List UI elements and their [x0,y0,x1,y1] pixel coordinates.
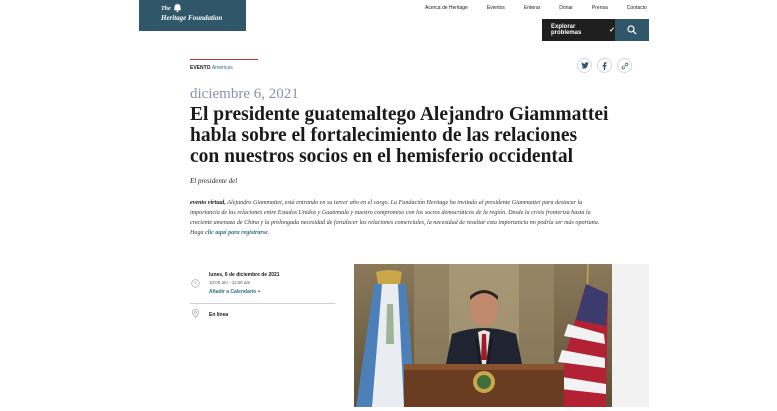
check-icon: ✓ [609,27,615,34]
twitter-icon [581,62,589,69]
share-facebook-button[interactable] [597,58,612,73]
add-to-calendar-link[interactable]: Añadir a Calendario + [209,289,261,295]
nav-contact[interactable]: Contacto [626,5,647,11]
event-time: 10:00 am - 11:00 am [209,280,251,285]
event-location: En línea [209,312,229,318]
article-body [190,198,600,238]
president-speaking-image [354,264,612,407]
category-label: EVENTO [190,65,211,71]
heritage-logo[interactable] [139,0,246,31]
event-date: lunes, 6 de diciembre de 2021 [209,272,280,278]
search-button[interactable] [615,19,649,41]
article-lead: El presidente del [190,177,238,185]
body-strong: evento virtual, [190,200,226,206]
search-icon [627,25,637,35]
side-panel [612,264,649,407]
top-navigation [425,5,666,11]
article-date: diciembre 6, 2021 [190,86,299,102]
body-end: . [267,230,270,236]
nav-enterar[interactable]: Enterar [523,5,541,11]
explore-issues-button[interactable] [542,19,615,41]
share-twitter-button[interactable] [577,58,592,73]
link-icon [621,62,629,70]
explore-label: Explorar problemas [551,24,582,36]
article-title: El presidente guatemaltego Alejandro Giammattei habla sobre el fortalecimiento de las relaciones con nuestros socios en el hemisferio occidental [190,104,609,167]
liberty-bell-icon [173,3,182,13]
facebook-icon [602,62,607,70]
copy-link-button[interactable] [617,58,632,73]
register-link[interactable]: clic aquí para registrarse [205,230,268,236]
location-pin-icon [191,309,200,318]
clock-icon [191,279,200,288]
nav-press[interactable]: Prensa [591,5,608,11]
nav-about[interactable]: Acerca de Heritage [425,5,468,11]
logo-line-2: Heritage Foundation [161,14,223,22]
logo-line-1: The [161,6,171,12]
event-divider [190,303,335,304]
body-text: Alejandro Giammattei, está entrando en su tercer año en el cargo. La Fundación Heritage ha invitado al presidente Giammattei para destacar la importancia de las relaciones entre Estados Unidos y Guatemala y nuestro compromiso con los socios democráticos de la región. Desde la crisis fronteriza hasta la creciente amenaza de China y la prolongada necesidad de fortalecer las relaciones comerciales, la necesidad de resaltar esta importancia no podría ser más oportuna. Haga [190,200,600,236]
category-rule [190,59,258,60]
nav-events[interactable]: Eventos [486,5,505,11]
category-region-link[interactable]: Américas [211,65,233,71]
event-photo [354,264,612,407]
article-category [190,65,233,71]
nav-donate[interactable]: Donar [559,5,573,11]
